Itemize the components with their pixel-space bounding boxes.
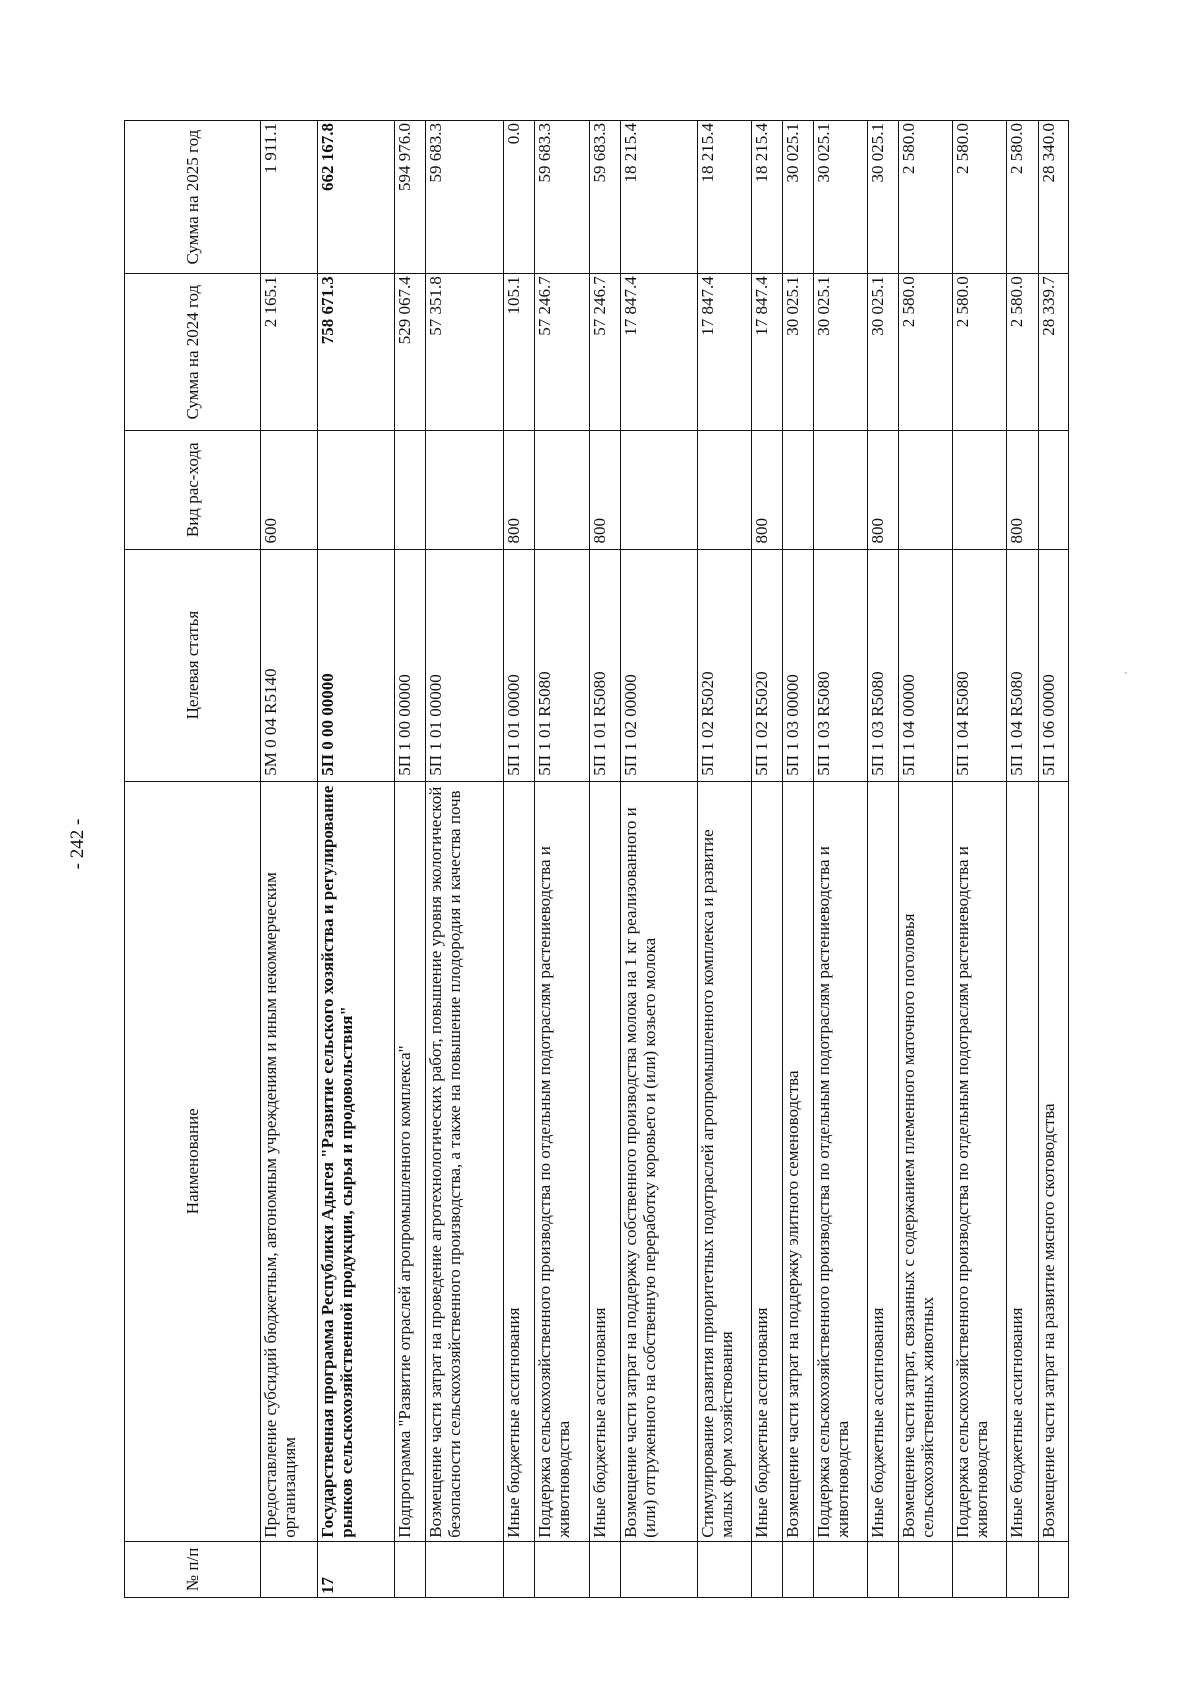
cell-sum-2025: 1 911.1 [261, 121, 318, 274]
cell-expense-type [697, 431, 751, 549]
cell-name: Иные бюджетные ассигнования [751, 781, 782, 1541]
cell-sum-2024: 2 580.0 [953, 274, 1007, 431]
table-row [318, 121, 395, 1598]
cell-expense-type: 600 [261, 431, 318, 549]
cell-target-article: 5П 1 03 00000 [782, 549, 813, 781]
header-sum-2025: Сумма на 2025 год [125, 121, 261, 274]
cell-num [814, 1541, 868, 1597]
cell-num [535, 1541, 589, 1597]
cell-target-article: 5М 0 04 R5140 [261, 549, 318, 781]
table-row [589, 121, 620, 1598]
table-row [395, 121, 426, 1598]
cell-sum-2024: 758 671.3 [318, 274, 395, 431]
cell-sum-2025: 594 976.0 [395, 121, 426, 274]
cell-sum-2025: 59 683.3 [426, 121, 504, 274]
cell-num [1007, 1541, 1038, 1597]
cell-sum-2025: 2 580.0 [1007, 121, 1038, 274]
cell-sum-2025: 30 025.1 [782, 121, 813, 274]
cell-sum-2024: 57 246.7 [589, 274, 620, 431]
cell-name: Возмещение части затрат, связанных с содержанием племенного маточного поголовья сельскохозяйственных животных [899, 781, 953, 1541]
cell-num [899, 1541, 953, 1597]
cell-name: Иные бюджетные ассигнования [504, 781, 535, 1541]
table-row [535, 121, 589, 1598]
header-num: № п/п [125, 1541, 261, 1597]
cell-sum-2024: 30 025.1 [814, 274, 868, 431]
scan-speck [1125, 672, 1127, 674]
cell-num [1038, 1541, 1068, 1597]
cell-expense-type [535, 431, 589, 549]
cell-sum-2025: 30 025.1 [814, 121, 868, 274]
header-name: Наименование [125, 781, 261, 1541]
cell-target-article: 5П 1 00 00000 [395, 549, 426, 781]
cell-sum-2024: 30 025.1 [868, 274, 899, 431]
cell-target-article: 5П 1 06 00000 [1038, 549, 1068, 781]
cell-name: Подпрограмма "Развитие отраслей агропромышленного комплекса" [395, 781, 426, 1541]
cell-sum-2024: 2 165.1 [261, 274, 318, 431]
cell-target-article: 5П 1 01 R5080 [535, 549, 589, 781]
budget-table [124, 120, 1069, 1598]
cell-sum-2025: 0.0 [504, 121, 535, 274]
cell-target-article: 5П 1 04 R5080 [953, 549, 1007, 781]
cell-target-article: 5П 1 01 00000 [426, 549, 504, 781]
cell-name: Возмещение части затрат на развитие мясного скотоводства [1038, 781, 1068, 1541]
cell-sum-2025: 18 215.4 [620, 121, 697, 274]
cell-num [261, 1541, 318, 1597]
cell-expense-type [899, 431, 953, 549]
cell-sum-2025: 18 215.4 [697, 121, 751, 274]
table-row [782, 121, 813, 1598]
table-row [697, 121, 751, 1598]
table-row [953, 121, 1007, 1598]
cell-num [697, 1541, 751, 1597]
cell-name: Иные бюджетные ассигнования [1007, 781, 1038, 1541]
cell-sum-2025: 662 167.8 [318, 121, 395, 274]
cell-sum-2025: 18 215.4 [751, 121, 782, 274]
cell-sum-2025: 2 580.0 [953, 121, 1007, 274]
cell-num [751, 1541, 782, 1597]
cell-name: Поддержка сельскохозяйственного производства по отдельным подотраслям растениеводства и животноводства [814, 781, 868, 1541]
cell-name: Поддержка сельскохозяйственного производства по отдельным подотраслям растениеводства и животноводства [535, 781, 589, 1541]
cell-num [426, 1541, 504, 1597]
cell-expense-type [620, 431, 697, 549]
cell-sum-2024: 57 351.8 [426, 274, 504, 431]
cell-name: Иные бюджетные ассигнования [589, 781, 620, 1541]
cell-expense-type: 800 [589, 431, 620, 549]
cell-name: Иные бюджетные ассигнования [868, 781, 899, 1541]
table-row [751, 121, 782, 1598]
table-row [868, 121, 899, 1598]
cell-target-article: 5П 1 02 R5020 [751, 549, 782, 781]
cell-expense-type [1038, 431, 1068, 549]
cell-sum-2025: 28 340.0 [1038, 121, 1068, 274]
table-row [1007, 121, 1038, 1598]
cell-expense-type: 800 [504, 431, 535, 549]
cell-expense-type [814, 431, 868, 549]
cell-num [953, 1541, 1007, 1597]
cell-sum-2025: 59 683.3 [589, 121, 620, 274]
cell-target-article: 5П 0 00 00000 [318, 549, 395, 781]
cell-target-article: 5П 1 02 00000 [620, 549, 697, 781]
cell-name: Возмещение части затрат на проведение агротехнологических работ, повышение уровня экологической безопасности сельскохозяйственного производства, а также на повышение плодородия и качества почв [426, 781, 504, 1541]
cell-target-article: 5П 1 04 00000 [899, 549, 953, 781]
table-header-row [125, 121, 261, 1598]
cell-target-article: 5П 1 01 R5080 [589, 549, 620, 781]
cell-sum-2024: 30 025.1 [782, 274, 813, 431]
cell-name: Возмещение части затрат на поддержку элитного семеноводства [782, 781, 813, 1541]
cell-num [589, 1541, 620, 1597]
cell-sum-2024: 2 580.0 [899, 274, 953, 431]
cell-expense-type [782, 431, 813, 549]
header-vid: Вид рас-хода [125, 431, 261, 549]
cell-sum-2024: 28 339.7 [1038, 274, 1068, 431]
header-sum-2024: Сумма на 2024 год [125, 274, 261, 431]
cell-sum-2024: 57 246.7 [535, 274, 589, 431]
cell-num [504, 1541, 535, 1597]
cell-sum-2024: 17 847.4 [697, 274, 751, 431]
cell-num: 17 [318, 1541, 395, 1597]
cell-name: Государственная программа Республики Адыгея "Развитие сельского хозяйства и регулирование рынков сельскохозяйственной продукции, сырья и продовольствия" [318, 781, 395, 1541]
cell-num [782, 1541, 813, 1597]
table-row [1038, 121, 1068, 1598]
cell-target-article: 5П 1 02 R5020 [697, 549, 751, 781]
cell-num [395, 1541, 426, 1597]
table-row [426, 121, 504, 1598]
cell-sum-2024: 17 847.4 [620, 274, 697, 431]
table-body [261, 121, 1069, 1598]
table-row [504, 121, 535, 1598]
cell-expense-type: 800 [1007, 431, 1038, 549]
cell-sum-2024: 105.1 [504, 274, 535, 431]
page-number: - 242 - [67, 818, 88, 870]
cell-target-article: 5П 1 03 R5080 [814, 549, 868, 781]
cell-name: Стимулирование развития приоритетных подотраслей агропромышленного комплекса и развитие малых форм хозяйствования [697, 781, 751, 1541]
cell-expense-type [318, 431, 395, 549]
table-row [899, 121, 953, 1598]
table-row [261, 121, 318, 1598]
cell-name: Поддержка сельскохозяйственного производства по отдельным подотраслям растениеводства и животноводства [953, 781, 1007, 1541]
cell-expense-type: 800 [751, 431, 782, 549]
table-row [814, 121, 868, 1598]
cell-expense-type [953, 431, 1007, 549]
cell-expense-type [426, 431, 504, 549]
table-row [620, 121, 697, 1598]
cell-num [620, 1541, 697, 1597]
cell-expense-type [395, 431, 426, 549]
cell-sum-2025: 30 025.1 [868, 121, 899, 274]
header-code: Целевая статья [125, 549, 261, 781]
cell-name: Возмещение части затрат на поддержку собственного производства молока на 1 кг реализованного и (или) отгруженного на собственную переработку коровьего и (или) козьего молока [620, 781, 697, 1541]
cell-target-article: 5П 1 01 00000 [504, 549, 535, 781]
cell-target-article: 5П 1 03 R5080 [868, 549, 899, 781]
cell-name: Предоставление субсидий бюджетным, автономным учреждениям и иным некоммерческим организациям [261, 781, 318, 1541]
cell-sum-2025: 59 683.3 [535, 121, 589, 274]
cell-sum-2025: 2 580.0 [899, 121, 953, 274]
cell-sum-2024: 529 067.4 [395, 274, 426, 431]
cell-sum-2024: 2 580.0 [1007, 274, 1038, 431]
cell-expense-type: 800 [868, 431, 899, 549]
budget-table-sheet [124, 120, 1069, 1598]
cell-num [868, 1541, 899, 1597]
cell-target-article: 5П 1 04 R5080 [1007, 549, 1038, 781]
cell-sum-2024: 17 847.4 [751, 274, 782, 431]
